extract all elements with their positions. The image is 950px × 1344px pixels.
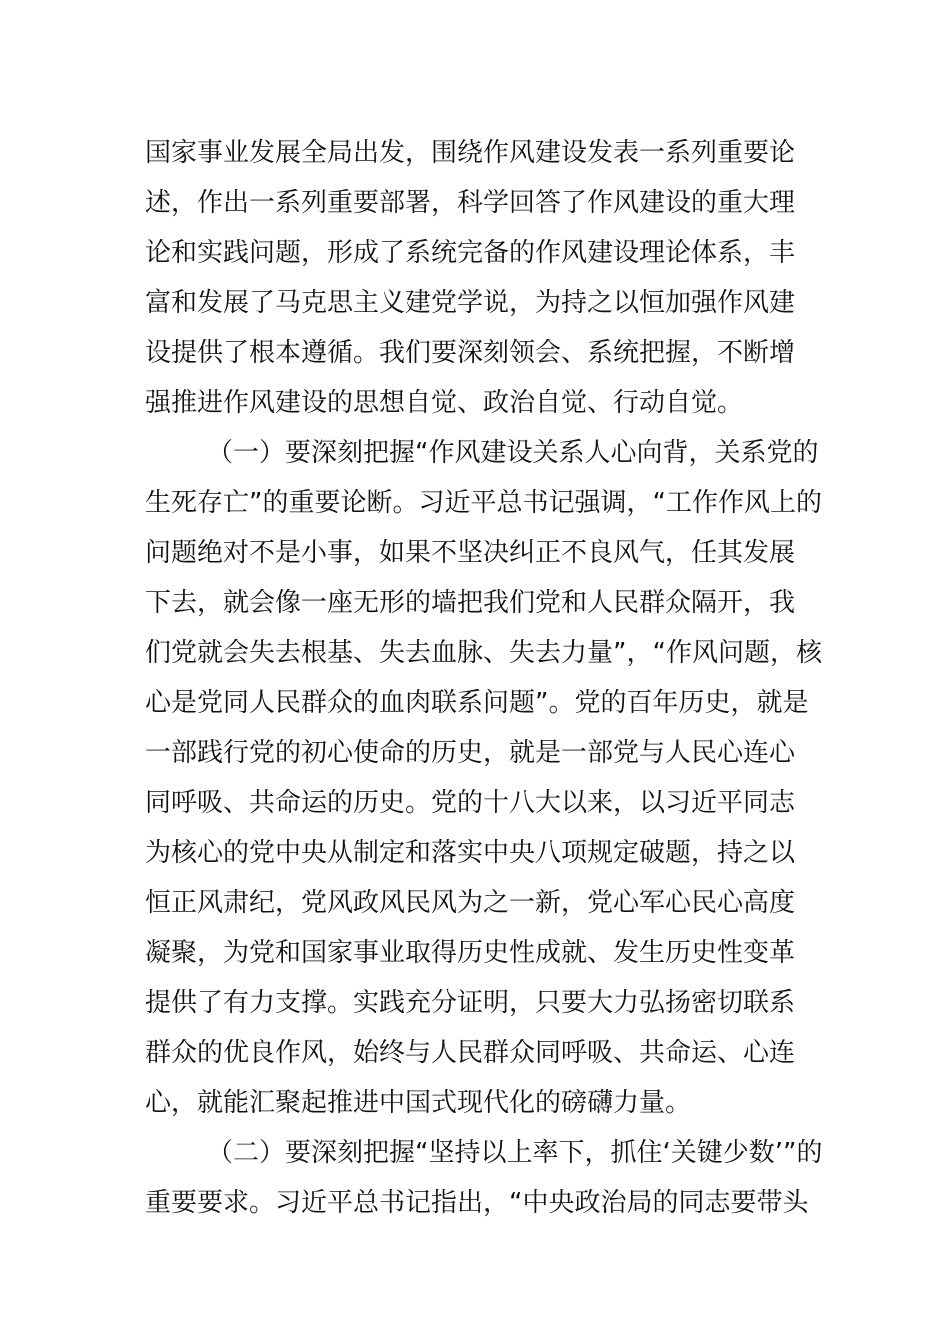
- text-line: 提供了有力支撑。实践充分证明，只要大力弘扬密切联系: [145, 988, 796, 1018]
- text-line: 心，就能汇聚起推进中国式现代化的磅礴力量。: [145, 1088, 692, 1118]
- text-line: 重要要求。习近平总书记指出，“中央政治局的同志要带头: [145, 1188, 809, 1218]
- text-line: 述，作出一系列重要部署，科学回答了作风建设的重大理: [145, 188, 796, 218]
- text-line: 问题绝对不是小事，如果不坚决纠正不良风气，任其发展: [145, 538, 796, 568]
- text-line: 富和发展了马克思主义建党学说，为持之以恒加强作风建: [145, 288, 796, 318]
- text-line: 凝聚，为党和国家事业取得历史性成就、发生历史性变革: [145, 938, 796, 968]
- section-1-heading-line: （一）要深刻把握“作风建设关系人心向背，关系党的: [207, 438, 819, 468]
- text-line: 国家事业发展全局出发，围绕作风建设发表一系列重要论: [145, 138, 796, 168]
- text-line: 强推进作风建设的思想自觉、政治自觉、行动自觉。: [145, 388, 744, 418]
- text-line: 们党就会失去根基、失去血脉、失去力量”，“作风问题，核: [145, 638, 822, 668]
- text-line: 论和实践问题，形成了系统完备的作风建设理论体系，丰: [145, 238, 796, 268]
- text-line: 同呼吸、共命运的历史。党的十八大以来，以习近平同志: [145, 788, 796, 818]
- text-line: 恒正风肃纪，党风政风民风为之一新，党心军心民心高度: [145, 888, 796, 918]
- section-2-heading-line: （二）要深刻把握“坚持以上率下，抓住‘关键少数’”的: [207, 1138, 823, 1168]
- text-line: 下去，就会像一座无形的墙把我们党和人民群众隔开，我: [145, 588, 796, 618]
- text-line: 一部践行党的初心使命的历史，就是一部党与人民心连心: [145, 738, 796, 768]
- text-line: 设提供了根本遵循。我们要深刻领会、系统把握，不断增: [145, 338, 796, 368]
- text-line: 心是党同人民群众的血肉联系问题”。党的百年历史，就是: [145, 688, 809, 718]
- text-line: 群众的优良作风，始终与人民群众同呼吸、共命运、心连: [145, 1038, 796, 1068]
- text-line: 为核心的党中央从制定和落实中央八项规定破题，持之以: [145, 838, 796, 868]
- text-line: 生死存亡”的重要论断。习近平总书记强调，“工作作风上的: [145, 488, 822, 518]
